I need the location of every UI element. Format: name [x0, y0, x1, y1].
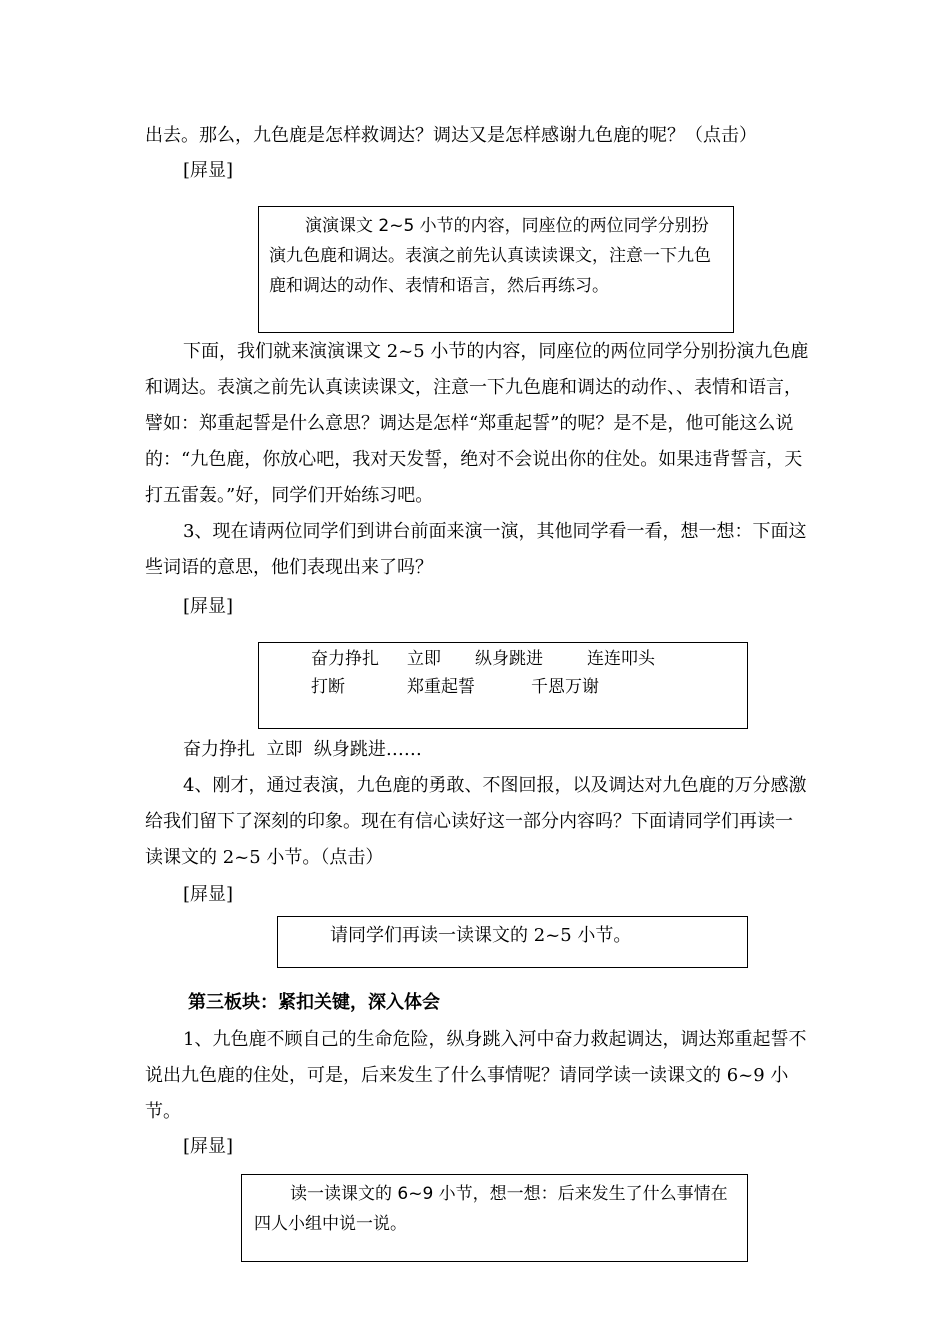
word-item: 立即	[407, 649, 441, 669]
paragraph-practice: 下面，我们就来演演课文 2~5 小节的内容，同座位的两位同学分别扮演九色鹿和调达。表演之前先认真读读课文，注意一下九色鹿和调达的动作、、表情和语言，譬如：郑重起誓是什么意思？调达是怎样“郑重起誓”的呢？是不是，他可能这么说的：“九色鹿，你放心吧，我对天发誓，绝对不会说出你的住处。如果违背誓言，天打五雷轰。”好，同学们开始练习吧。	[145, 341, 809, 506]
word-item: 纵身跳进	[475, 649, 543, 669]
screen-label-2: [屏显]	[183, 596, 234, 617]
screen-box-1-text: 演演课文 2~5 小节的内容，同座位的两位同学分别扮演九色鹿和调达。表演之前先认真读读课文，注意一下九色鹿和调达的动作、表情和语言，然后再练习。	[269, 216, 711, 296]
paragraph-section3: 1、九色鹿不顾自己的生命危险，纵身跳入河中奋力救起调达，调达郑重起誓不说出九色鹿的住处，可是，后来发生了什么事情呢？请同学读一读课文的 6~9 小节。	[145, 1029, 807, 1122]
screen-box-4-text: 读一读课文的 6~9 小节，想一想：后来发生了什么事情在四人小组中说一说。	[254, 1184, 728, 1234]
screen-box-4	[241, 1174, 748, 1262]
screen-label-3: [屏显]	[183, 884, 234, 905]
screen-box-2	[258, 642, 748, 729]
section-heading: 第三板块：紧扣关键，深入体会	[188, 992, 440, 1013]
paragraph-reread: 4、刚才，通过表演，九色鹿的勇敢、不图回报，以及调达对九色鹿的万分感激给我们留下了深刻的印象。现在有信心读好这一部分内容吗？下面请同学们再读一读课文的 2~5 小节。（点击）	[145, 775, 807, 868]
word-item: 连连叩头	[587, 649, 655, 669]
word-item: 奋力挣扎	[311, 649, 379, 669]
word-item: 打断	[311, 677, 345, 697]
screen-box-3	[277, 916, 748, 968]
word-item: 千恩万谢	[531, 677, 599, 697]
screen-box-1	[258, 206, 734, 333]
screen-label-1: [屏显]	[183, 160, 234, 181]
paragraph-words-repeat: 奋力挣扎 立即 纵身跳进……	[183, 739, 422, 760]
screen-label-4: [屏显]	[183, 1136, 234, 1157]
screen-box-3-text: 请同学们再读一读课文的 2~5 小节。	[330, 925, 632, 946]
word-item: 郑重起誓	[407, 677, 475, 697]
paragraph-perform: 3、现在请两位同学们到讲台前面来演一演，其他同学看一看，想一想：下面这些词语的意思，他们表现出来了吗？	[145, 521, 807, 578]
paragraph-intro: 出去。那么，九色鹿是怎样救调达？调达又是怎样感谢九色鹿的呢？（点击）	[145, 125, 757, 146]
